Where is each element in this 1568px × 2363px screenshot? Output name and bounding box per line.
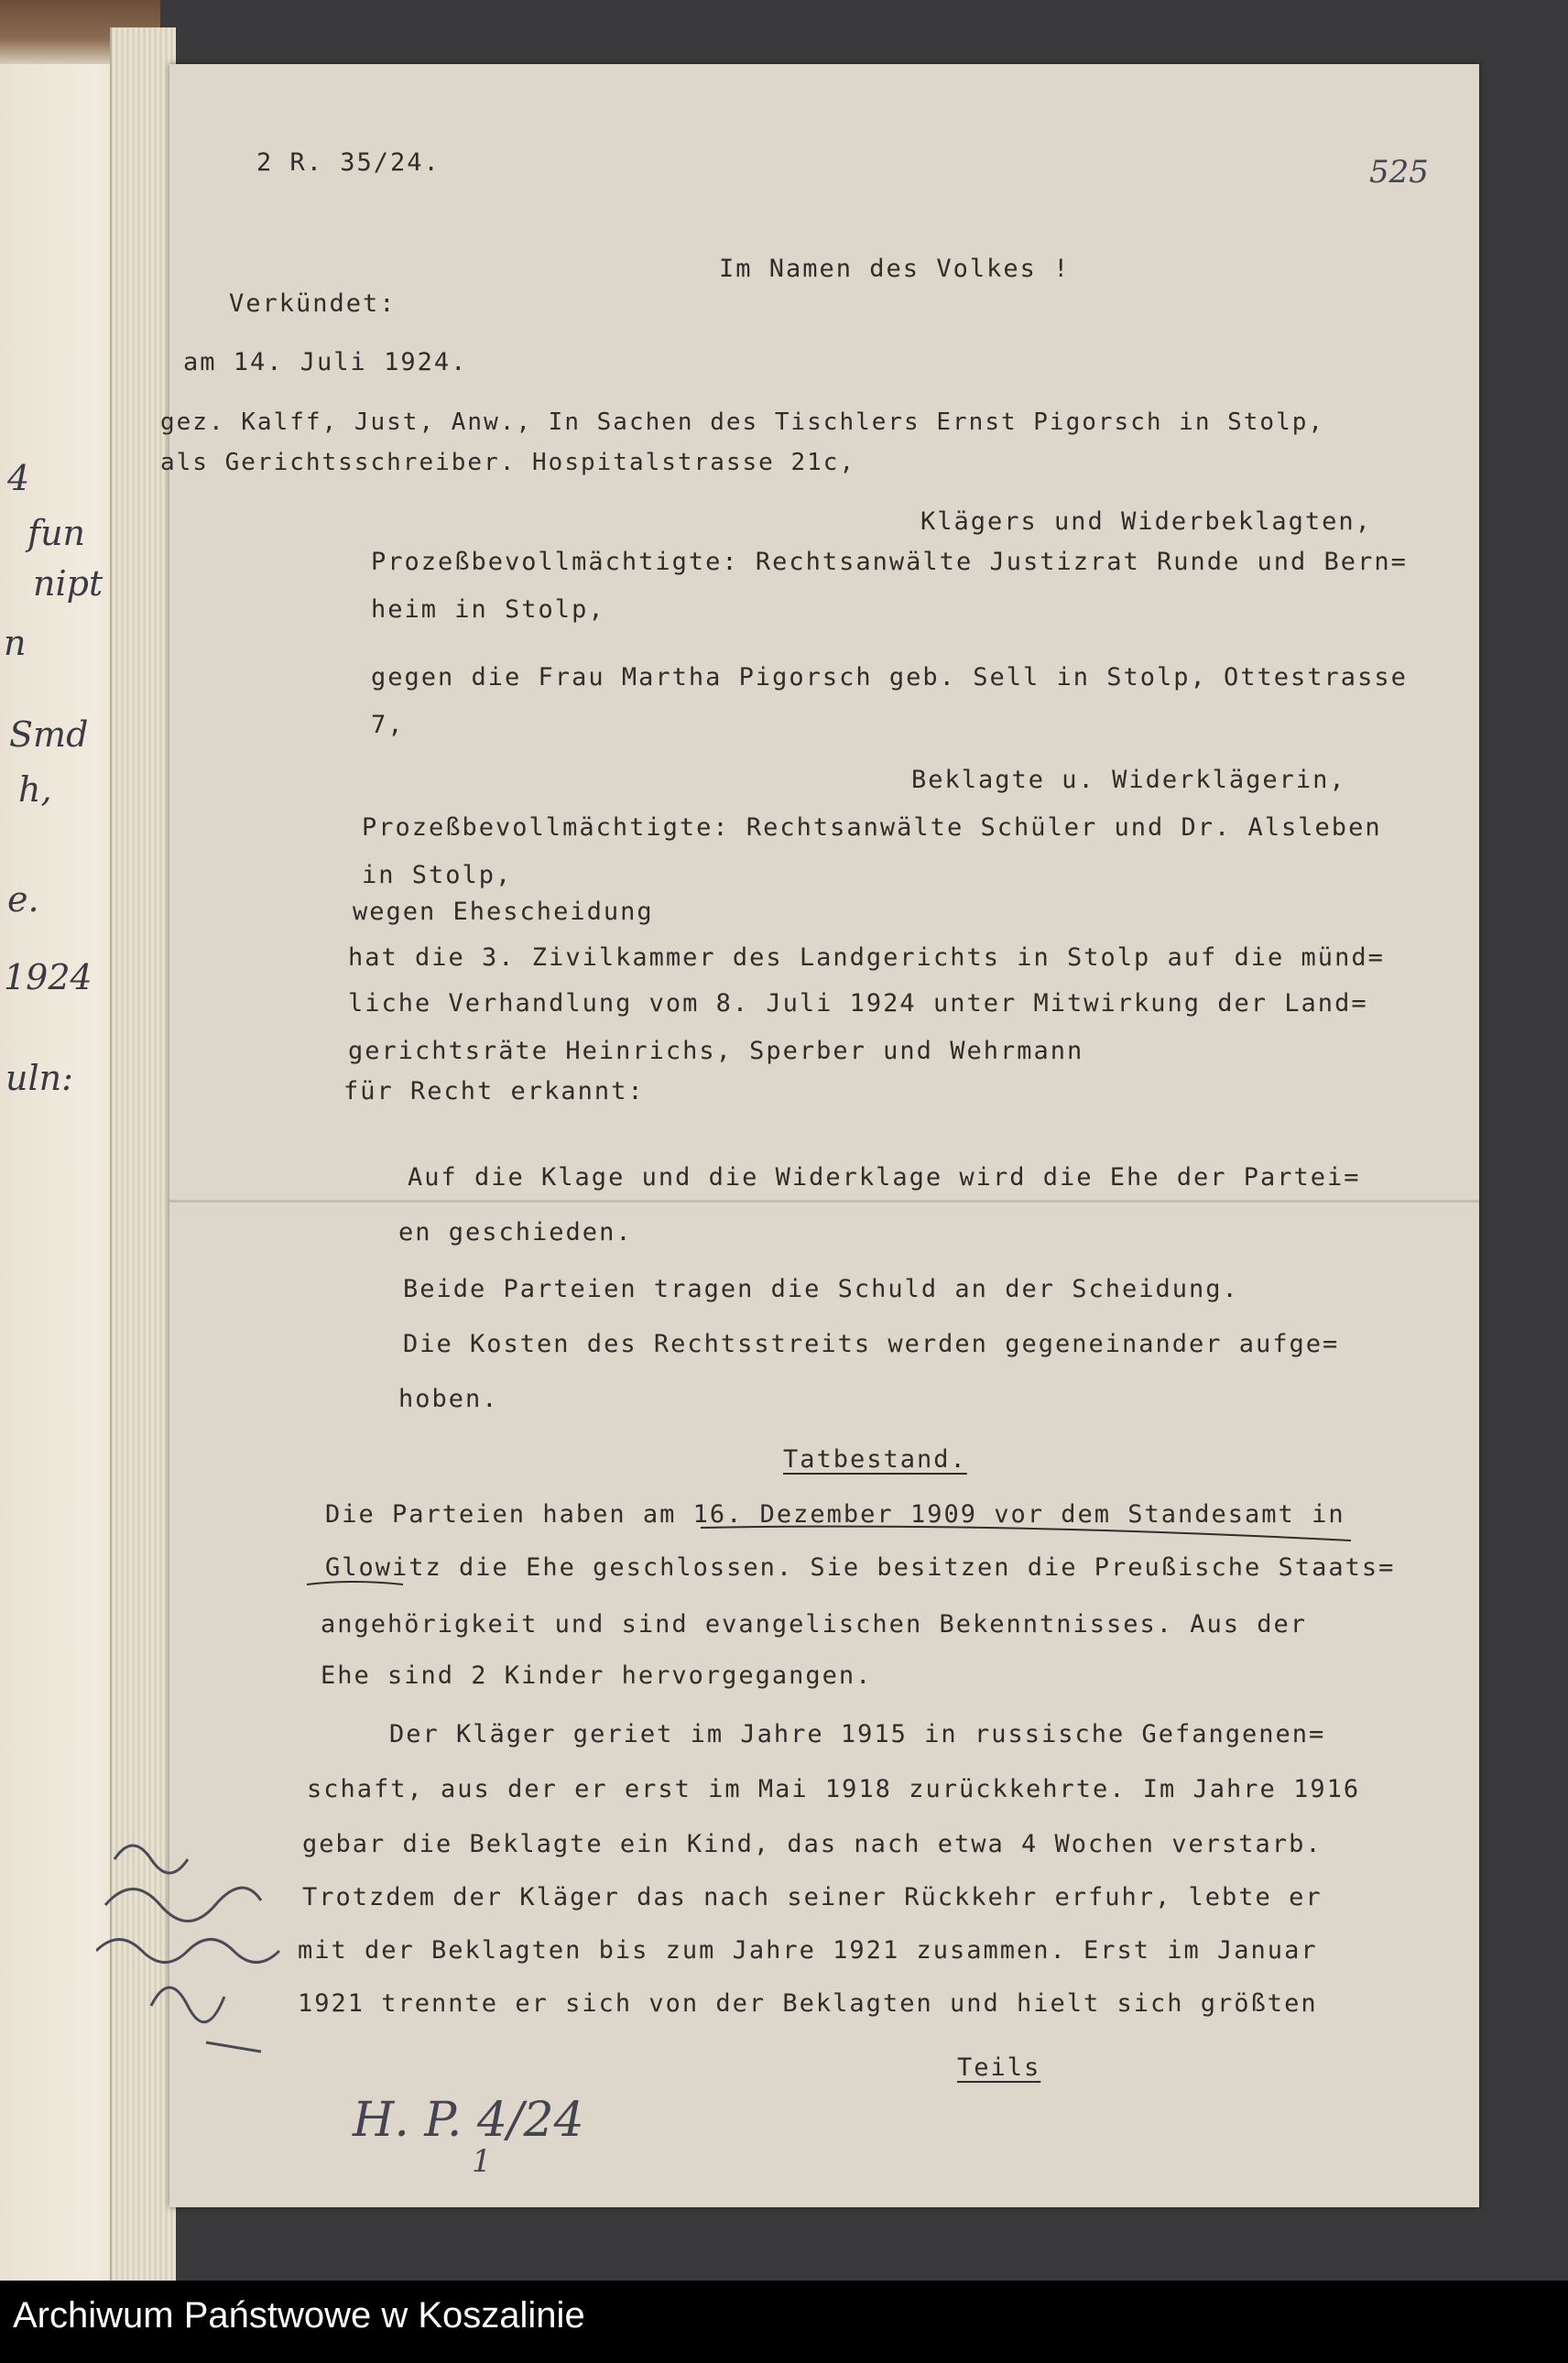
text-line: Glowitz die Ehe geschlossen. Sie besitzen die Preußische Staats= <box>325 1553 1396 1582</box>
text-line: liche Verhandlung vom 8. Juli 1924 unter Mitwirkung der Land= <box>348 989 1368 1018</box>
text-line: Trotzdem der Kläger das nach seiner Rückkehr erfuhr, lebte er <box>302 1883 1323 1911</box>
handwritten-stamp-sub: 1 <box>472 2143 492 2180</box>
text-line: hat die 3. Zivilkammer des Landgerichts in Stolp auf die münd= <box>348 943 1385 972</box>
text-line: Prozeßbevollmächtigte: Rechtsanwälte Justizrat Runde und Bern= <box>371 548 1408 576</box>
section-heading: Tatbestand. <box>783 1445 967 1474</box>
text-line: Der Kläger geriet im Jahre 1915 in russische Gefangenen= <box>389 1720 1326 1748</box>
text-line: Die Parteien haben am 16. Dezember 1909 vor dem Standesamt in <box>325 1500 1345 1529</box>
handwritten-stamp: H. P. 4/24 <box>353 2093 584 2148</box>
text-line: 7, <box>371 711 405 739</box>
text-line: wegen Ehescheidung <box>353 898 654 926</box>
text-line: für Recht erkannt: <box>343 1077 645 1105</box>
verkuendet-date: am 14. Juli 1924. <box>183 348 468 376</box>
page-number-handwritten: 525 <box>1369 154 1429 191</box>
verkuendet-label: Verkündet: <box>229 289 397 318</box>
text-line: Beklagte u. Widerklägerin, <box>911 766 1346 794</box>
text-line: Auf die Klage und die Widerklage wird die Ehe der Partei= <box>408 1163 1361 1192</box>
text-line: Die Kosten des Rechtsstreits werden gegeneinander aufge= <box>403 1330 1340 1358</box>
scan-image: 4 fun nipt n Smd h, e. 1924 uln: 2 R. 35/24. 525 Im Namen des Volkes ! Verkündet: am 14. Juli 1924. gez. Kalff, Just, Anw., In Sachen des Tischlers Ernst Pigorsch in Stolp, als Gerichtsschreiber. Hospitalstrasse 21c, Klägers und Widerbeklagten, Prozeßbevollmächtigte: Rechtsanwälte Justizrat Runde und Bern= heim in Stolp, gegen die Frau Martha Pigorsch geb. Sell in Stolp, Ottestrasse 7, Beklagte u. Widerklägerin, Prozeßbevollmächtigte: Rechtsanwälte Schüler und Dr. Alsleben in Stolp, wegen Ehescheidung hat die 3. Zivilkammer des Landgerichts in Stolp auf die münd= liche Verhandlung vom 8. Juli 1924 unter Mitwirkung der Land= gerichtsräte Heinrichs, Sperber und Wehrmann für Recht erkannt: Auf die Klage und die Widerklage wird die Ehe der Partei= en geschieden. Beide Parteien tragen die Schuld an der Scheidung. Die Kosten des Rechtsstreits werden gegeneinander aufge= hoben. Tatbestand. Die Parteien haben am 16. Dezember 1909 vor dem Standesamt in Glowitz die Ehe geschlossen. Sie besitzen die Preußische Staats= angehörigkeit und sind evangelischen Bekenntnisses. Aus der Ehe sind 2 Kinder hervorgegangen. Der Kläger geriet im Jahre 1915 in russische Gefangenen= schaft, aus der er erst im Mai 1918 zurückkehrte. Im Jahre 1916 gebar die Beklagte ein Kind, das nach etwa 4 Wochen verstarb. Trotzdem der Kläger das nach seiner Rückkehr erfuhr, lebte er mit der Beklagten bis zum Jahre 1921 zusammen. Erst im Januar 1921 trennte er sich von der Beklagten und hielt sich größten Teils H. P. 4/24 1 <box>0 0 1568 2281</box>
archive-name: Archiwum Państwowe w Koszalinie <box>13 2295 585 2336</box>
text-line: 1921 trennte er sich von der Beklagten und hielt sich größten <box>298 1989 1318 2018</box>
text-line: mit der Beklagten bis zum Jahre 1921 zusammen. Erst im Januar <box>298 1936 1318 1965</box>
text-line: en geschieden. <box>398 1218 633 1247</box>
text-line: als Gerichtsschreiber. Hospitalstrasse 21c, <box>160 449 856 476</box>
heading: Im Namen des Volkes ! <box>719 255 1071 283</box>
text-line: heim in Stolp, <box>371 595 605 624</box>
text-line: Ehe sind 2 Kinder hervorgegangen. <box>321 1661 873 1690</box>
document-sheet <box>160 64 1479 2207</box>
file-number: 2 R. 35/24. <box>256 148 441 177</box>
text-line: schaft, aus der er erst im Mai 1918 zurückkehrte. Im Jahre 1916 <box>307 1775 1361 1803</box>
text-line: gez. Kalff, Just, Anw., In Sachen des Tischlers Ernst Pigorsch in Stolp, <box>160 408 1325 436</box>
text-line-catchword: Teils <box>957 2053 1041 2082</box>
footer-bar <box>0 2281 1568 2363</box>
text-line: Prozeßbevollmächtigte: Rechtsanwälte Schüler und Dr. Alsleben <box>362 813 1382 842</box>
underline-marks <box>169 64 1479 2207</box>
text-line: gegen die Frau Martha Pigorsch geb. Sell in Stolp, Ottestrasse <box>371 663 1408 691</box>
handwritten-margin-annotation <box>96 1823 334 2097</box>
text-line: Klägers und Widerbeklagten, <box>920 507 1372 536</box>
text-line: in Stolp, <box>362 861 513 889</box>
text-line: gebar die Beklagte ein Kind, das nach etwa 4 Wochen verstarb. <box>302 1830 1323 1858</box>
text-line: Beide Parteien tragen die Schuld an der Scheidung. <box>403 1275 1239 1303</box>
text-line: angehörigkeit und sind evangelischen Bekenntnisses. Aus der <box>321 1610 1308 1639</box>
text-line: gerichtsräte Heinrichs, Sperber und Wehrmann <box>348 1037 1084 1065</box>
text-line: hoben. <box>398 1385 499 1413</box>
